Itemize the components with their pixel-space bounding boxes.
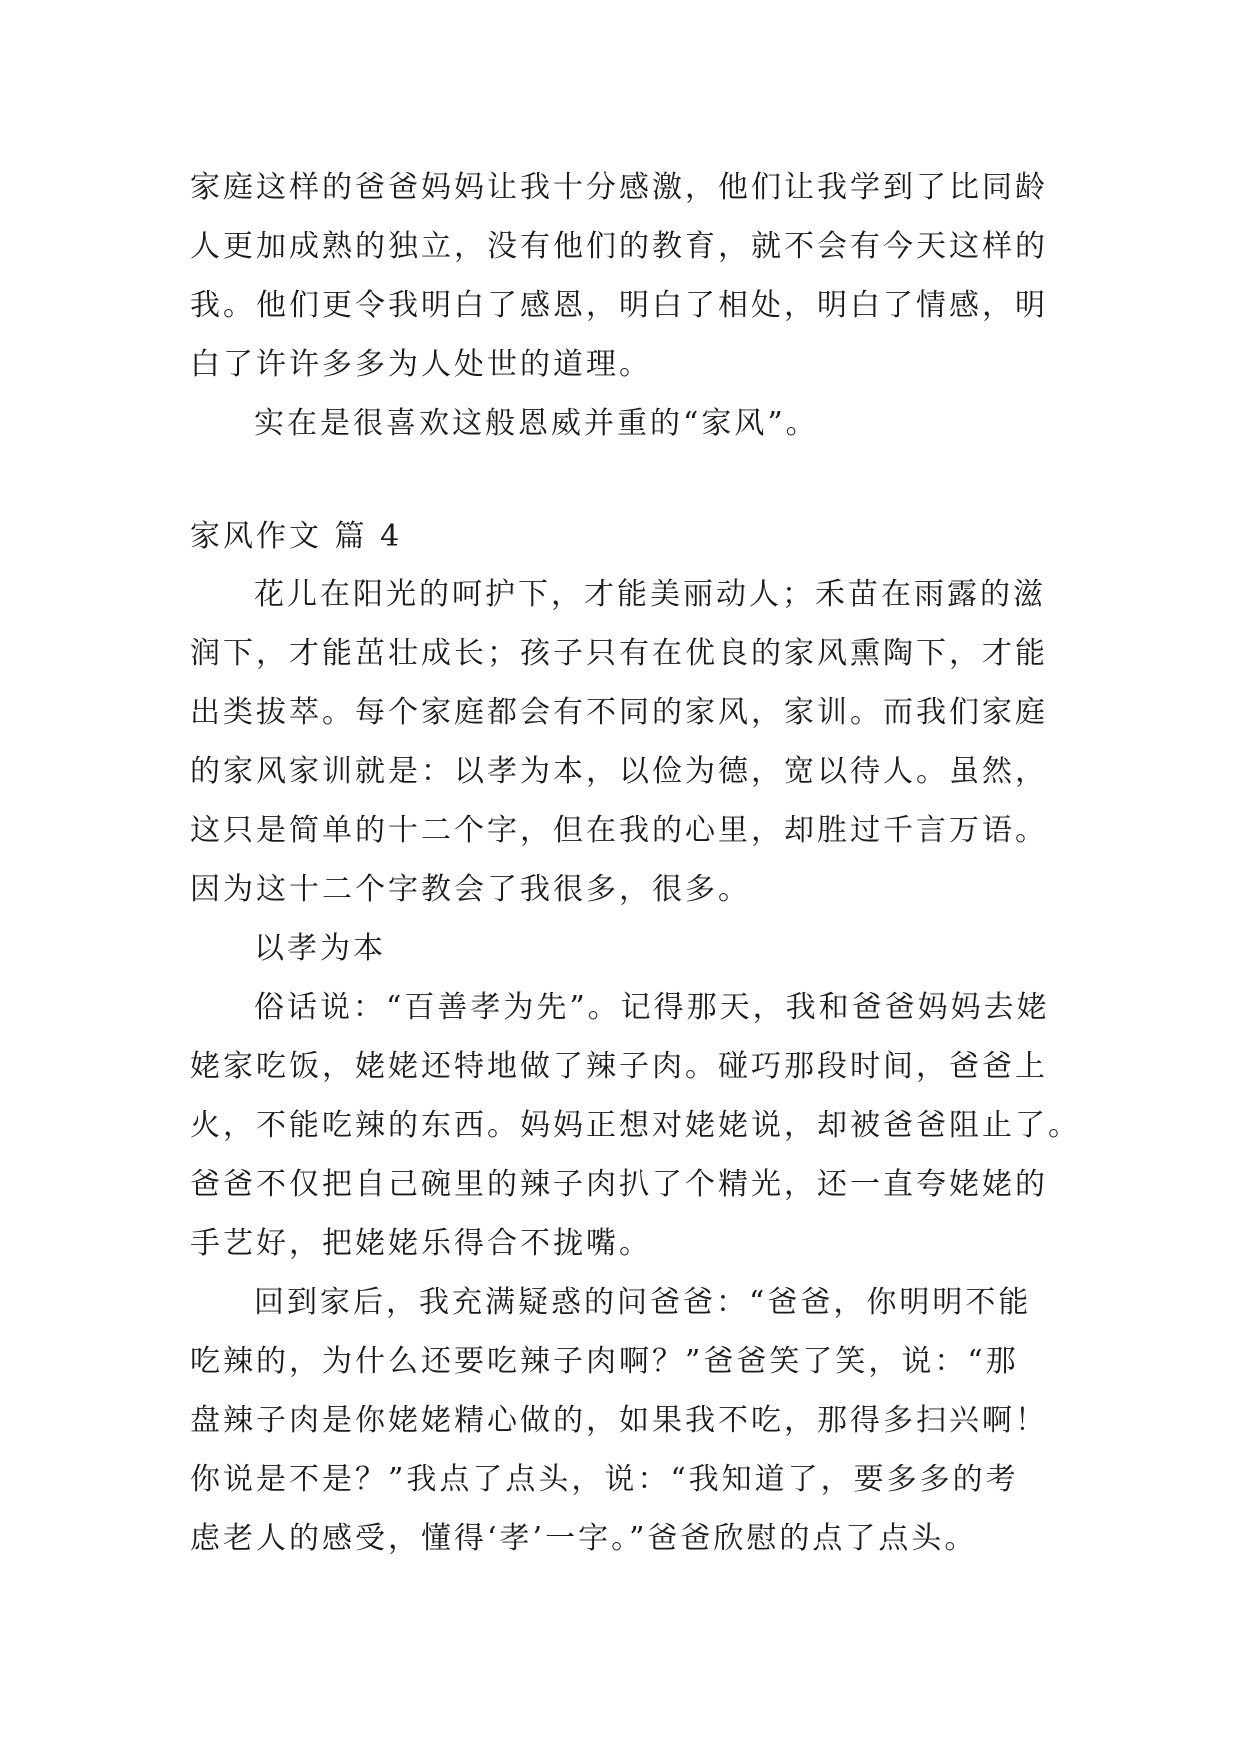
paragraph-line: 花儿在阳光的呵护下，才能美丽动人；禾苗在雨露的滋 xyxy=(254,577,1046,612)
paragraph-line: 家庭这样的爸爸妈妈让我十分感激，他们让我学到了比同龄 xyxy=(190,170,1048,205)
paragraph-line: 白了许许多多为人处世的道理。 xyxy=(190,347,652,382)
paragraph-line: 俗话说：“百善孝为先”。记得那天，我和爸爸妈妈去姥 xyxy=(254,990,1050,1025)
paragraph-line: 你说是不是？”我点了点头，说：“我知道了，要多多的考 xyxy=(190,1462,1019,1497)
closing-line: 实在是很喜欢这般恩威并重的“家风”。 xyxy=(254,406,819,441)
paragraph-line: 盘辣子肉是你姥姥精心做的，如果我不吃，那得多扫兴啊！ xyxy=(190,1403,1048,1438)
section-heading: 家风作文 篇 4 xyxy=(190,519,403,554)
paragraph-line: 爸爸不仅把自己碗里的辣子肉扒了个精光，还一直夸姥姥的 xyxy=(190,1167,1048,1202)
paragraph-line: 的家风家训就是：以孝为本，以俭为德，宽以待人。虽然， xyxy=(190,754,1048,789)
paragraph-line: 火，不能吃辣的东西。妈妈正想对姥姥说，却被爸爸阻止了。 xyxy=(190,1108,1081,1143)
subheading: 以孝为本 xyxy=(254,931,386,966)
paragraph-line: 姥家吃饭，姥姥还特地做了辣子肉。碰巧那段时间，爸爸上 xyxy=(190,1049,1048,1084)
paragraph-line: 这只是简单的十二个字，但在我的心里，却胜过千言万语。 xyxy=(190,813,1048,848)
paragraph-line: 我。他们更令我明白了感恩，明白了相处，明白了情感，明 xyxy=(190,288,1048,323)
paragraph-line: 出类拔萃。每个家庭都会有不同的家风，家训。而我们家庭 xyxy=(190,695,1048,730)
paragraph-line: 因为这十二个字教会了我很多，很多。 xyxy=(190,872,751,907)
paragraph-line: 润下，才能茁壮成长；孩子只有在优良的家风熏陶下，才能 xyxy=(190,636,1048,671)
paragraph-line: 吃辣的，为什么还要吃辣子肉啊？”爸爸笑了笑，说：“那 xyxy=(190,1344,1019,1379)
paragraph-line: 回到家后，我充满疑惑的问爸爸：“爸爸，你明明不能 xyxy=(254,1285,1032,1320)
paragraph-line: 手艺好，把姥姥乐得合不拢嘴。 xyxy=(190,1226,652,1261)
paragraph-line: 虑老人的感受，懂得‘孝’一字。”爸爸欣慰的点了点头。 xyxy=(190,1521,978,1556)
paragraph-line: 人更加成熟的独立，没有他们的教育，就不会有今天这样的 xyxy=(190,229,1048,264)
